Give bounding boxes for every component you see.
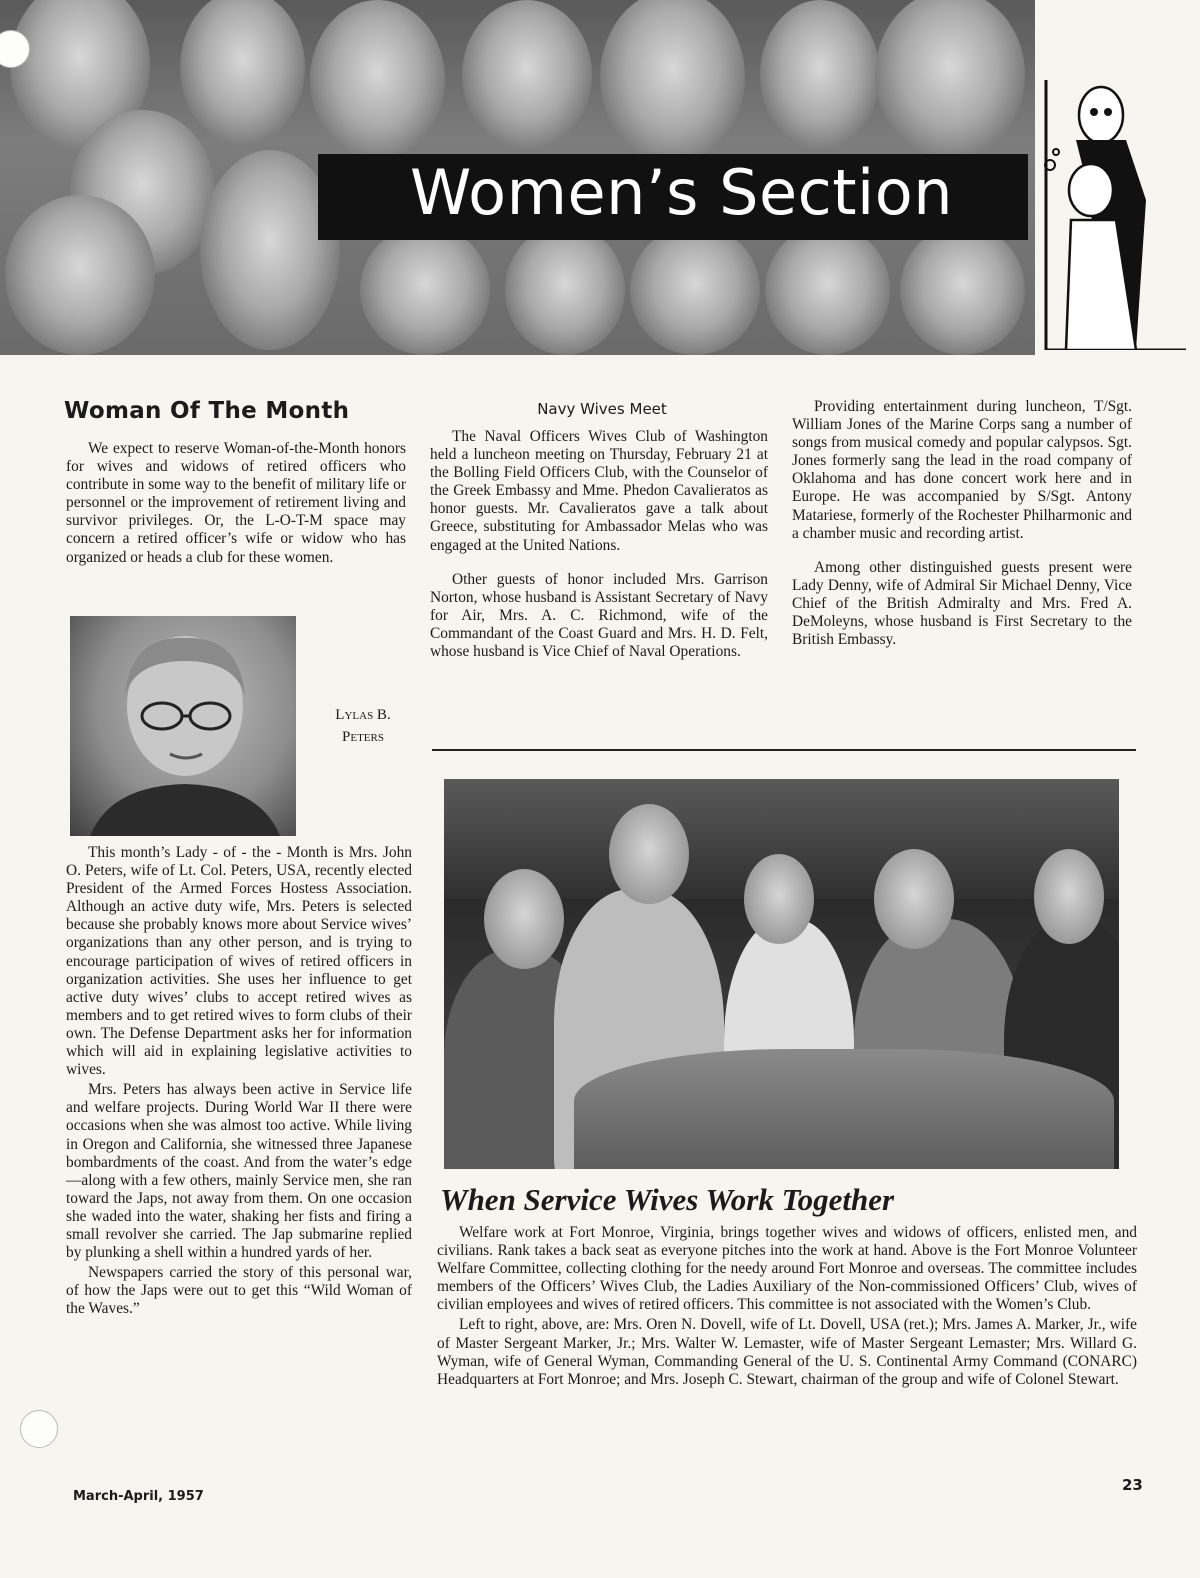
collage-face	[875, 0, 1025, 160]
navy-wives-continued	[792, 398, 1132, 649]
woman-of-month-intro	[66, 440, 406, 567]
header-collage	[0, 0, 1035, 355]
body-paragraph: Among other distinguished guests present were Lady Denny, wife of Admiral Sir Michael Denny, Vice Chief of the British Admiralty and Mrs. Fred A. DeMoleyns, whose husband is First Secretary to the British Embassy.	[792, 558, 1132, 649]
body-paragraph: Welfare work at Fort Monroe, Virginia, brings together wives and widows of officers, enlisted men, and civilians. Rank takes a back seat as everyone pitches into the work at hand. Above is the Fort Monroe Volunteer Welfare Committee, collecting clothing for the needy around Fort Monroe and overseas. The committee includes members of the Officers’ Wives Club, the Ladies Auxiliary of the Non-commissioned Officers’ Club, wives of civilian employees and wives of retired officers. This committee is not associated with the Women’s Club.	[437, 1224, 1137, 1314]
collage-face	[630, 225, 760, 355]
caption-line: Lylas B.	[335, 707, 391, 723]
woman-of-month-body	[66, 844, 412, 1318]
collage-face	[600, 0, 745, 165]
section-title-bar	[318, 154, 1028, 240]
collage-face	[180, 0, 305, 145]
body-paragraph: This month’s Lady - of - the - Month is Mrs. John O. Peters, wife of Lt. Col. Peters, USA, recently elected President of the Armed Forces Hostess Association. Although an active duty wife, Mrs. Peters is selected because she probably knows more about Service wives’ organizations than any other person, and is trying to encourage participation of wives of retired officers in organization activities. She uses her influence to get active duty wives’ clubs to accept retired wives as members and to get retired wives to form clubs of their own. The Defense Department asks her for information which will aid in explaining legislative activities to wives.	[66, 844, 412, 1079]
clothing-pile	[574, 1049, 1114, 1169]
collage-face	[310, 0, 445, 160]
navy-wives-heading: Navy Wives Meet	[537, 400, 667, 418]
body-paragraph: Newspapers carried the story of this personal war, of how the Japs were out to get this “Wild Woman of the Waves.”	[66, 1264, 412, 1318]
navy-wives-body	[430, 428, 768, 661]
collage-face	[900, 225, 1025, 355]
portrait-illustration	[70, 616, 296, 836]
photo-person-head	[874, 849, 954, 949]
binder-hole	[20, 1410, 58, 1448]
intro-paragraph: We expect to reserve Woman-of-the-Month honors for wives and widows of retired officers who contribute in some way to the benefit of military life or personnel or the improvement of retirement living and survivor privileges. Or, the L-O-T-M space may concern a retired officer’s wife or widow who has organized or heads a club for these women.	[66, 440, 406, 566]
section-divider	[432, 749, 1136, 751]
woman-of-month-heading: Woman Of The Month	[64, 398, 350, 424]
collage-face	[462, 0, 592, 150]
page-number: 23	[1122, 1476, 1143, 1494]
body-paragraph: Mrs. Peters has always been active in Service life and welfare projects. During World War II there were occasions when she was almost too active. While living in Oregon and California, she witnessed three Japanese bombardments of the coast. And from the water’s edge—along with a few others, mainly Service men, she ran toward the Japs, not away from them. On one occasion she waded into the water, shaking her fists and firing a small revolver she carried. The Jap submarine replied by plunking a shell within a hundred yards of her.	[66, 1081, 412, 1262]
collage-face	[360, 225, 490, 355]
collage-face	[5, 195, 155, 355]
issue-date: March-April, 1957	[73, 1489, 204, 1504]
section-title: Women’s Section	[410, 156, 954, 229]
collage-face	[765, 225, 890, 355]
body-paragraph: Other guests of honor included Mrs. Garrison Norton, whose husband is Assistant Secretary of Navy for Air, Mrs. A. C. Richmond, wife of the Commandant of the Coast Guard and Mrs. H. D. Felt, whose husband is Vice Chief of Naval Operations.	[430, 570, 768, 661]
body-paragraph: Providing entertainment during luncheon, T/Sgt. William Jones of the Marine Corps sang a number of songs from musical comedy and popular calypsos. Sgt. Jones formerly sang the lead in the road company of Oklahoma and has done concert work here and in Europe. He was accompanied by S/Sgt. Antony Matariese, formerly of the Rochester Philharmonic and a chamber music and recording artist.	[792, 398, 1132, 542]
portrait-caption	[318, 704, 408, 748]
body-paragraph: The Naval Officers Wives Club of Washington held a luncheon meeting on Thursday, February 21 at the Bolling Field Officers Club, with the Counselor of the Greek Embassy and Mme. Phedon Cavalieratos as honor guests. Mr. Cavalieratos gave a talk about Greece, substituting for Ambassador Melas who was engaged at the United Nations.	[430, 428, 768, 554]
body-paragraph: Left to right, above, are: Mrs. Oren N. Dovell, wife of Lt. Dovell, USA (ret.); Mrs. James A. Marker, Jr., wife of Master Sergeant Marker, Jr.; Mrs. Walter W. Lemaster, wife of Master Sergeant Lemaster; Mrs. Willard G. Wyman, wife of General Wyman, Commanding General of the U. S. Continental Army Command (CONARC) Headquarters at Fort Monroe; and Mrs. Joseph C. Stewart, chairman of the group and wife of Colonel Stewart.	[437, 1316, 1137, 1388]
collage-face	[505, 225, 625, 355]
service-wives-body	[437, 1224, 1137, 1389]
caption-line: Peters	[342, 729, 384, 745]
photo-person-head	[609, 804, 689, 904]
photo-person-head	[484, 869, 564, 969]
photo-person-head	[1034, 849, 1104, 944]
photo-person-head	[744, 854, 814, 944]
service-wives-heading: When Service Wives Work Together	[440, 1182, 895, 1217]
cartoon-illustration	[1036, 80, 1186, 350]
collage-face	[760, 0, 880, 150]
portrait-photo	[70, 616, 296, 836]
group-photo	[444, 779, 1119, 1169]
